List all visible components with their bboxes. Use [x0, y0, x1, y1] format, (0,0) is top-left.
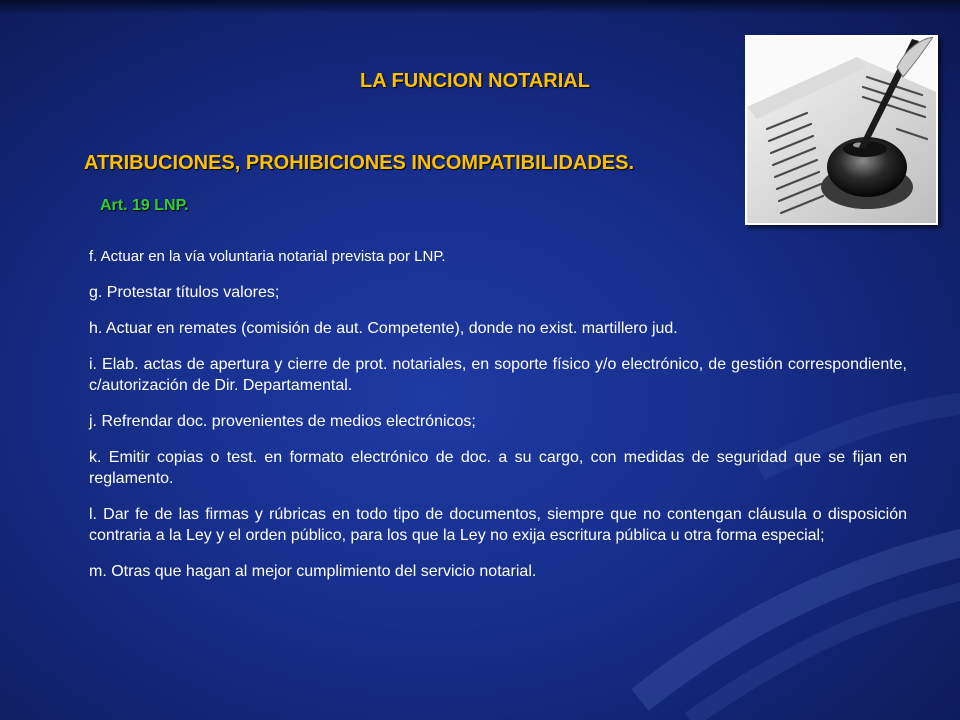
- quill-pen-inkwell-book-icon: [747, 37, 936, 223]
- quill-inkwell-image: [745, 35, 938, 225]
- list-item: m. Otras que hagan al mejor cumplimiento del servicio notarial.: [89, 563, 537, 580]
- list-item: k. Emitir copias o test. en formato electrónico de doc. a su cargo, con medidas de seguridad que se fijan en reglamento.: [89, 449, 907, 487]
- list-item: f. Actuar en la vía voluntaria notarial prevista por LNP.: [89, 248, 446, 265]
- list-item: h. Actuar en remates (comisión de aut. Competente), donde no exist. martillero jud.: [89, 320, 678, 337]
- list-item: i. Elab. actas de apertura y cierre de prot. notariales, en soporte físico y/o electrónico, de gestión correspondiente, c/autorización de Dir. Departamental.: [89, 356, 907, 394]
- list-item: l. Dar fe de las firmas y rúbricas en todo tipo de documentos, siempre que no contengan cláusula o disposición contraria a la Ley y el orden público, para los que la Ley no exija escritura pública u otra forma especial;: [89, 506, 907, 544]
- slide-title: LA FUNCION NOTARIAL: [360, 70, 590, 92]
- top-band: [0, 0, 960, 14]
- list-item: j. Refrendar doc. provenientes de medios electrónicos;: [89, 413, 476, 430]
- list-item: g. Protestar títulos valores;: [89, 284, 280, 301]
- article-reference: Art. 19 LNP.: [100, 197, 189, 214]
- slide-subtitle: ATRIBUCIONES, PROHIBICIONES INCOMPATIBILIDADES.: [84, 152, 635, 174]
- attributions-list: [89, 246, 907, 597]
